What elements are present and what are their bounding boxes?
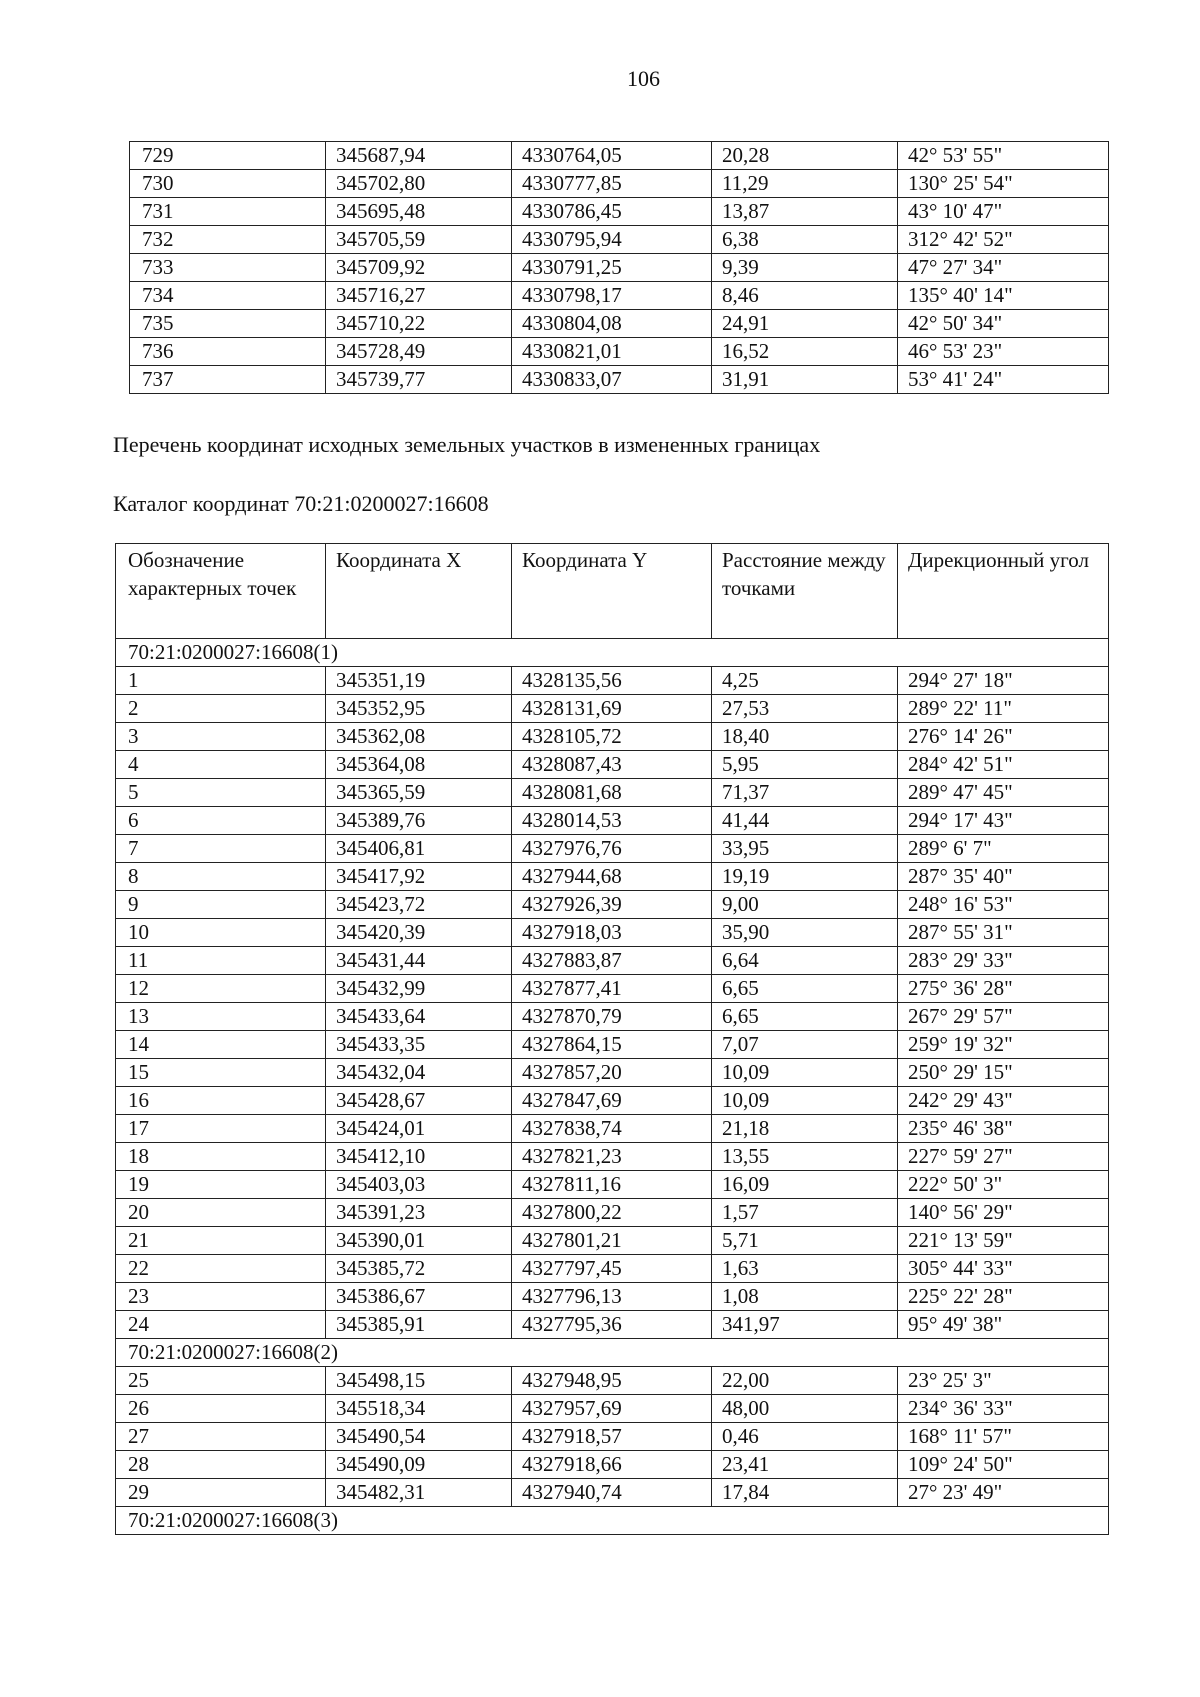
cell-directional-angle: 289° 6' 7" — [898, 835, 1109, 863]
cell-coordinate-x: 345362,08 — [326, 723, 512, 751]
cell-distance: 35,90 — [712, 919, 898, 947]
cell-coordinate-x: 345739,77 — [326, 366, 512, 394]
header-coordinate-x: Координата X — [326, 544, 512, 639]
cell-coordinate-x: 345389,76 — [326, 807, 512, 835]
cell-point-number: 9 — [116, 891, 326, 919]
cell-point-number: 731 — [130, 198, 326, 226]
cell-distance: 1,57 — [712, 1199, 898, 1227]
cell-coordinate-x: 345695,48 — [326, 198, 512, 226]
cell-point-number: 23 — [116, 1283, 326, 1311]
cell-point-number: 12 — [116, 975, 326, 1003]
cell-point-number: 735 — [130, 310, 326, 338]
table-row — [130, 254, 1109, 282]
cell-directional-angle: 53° 41' 24" — [898, 366, 1109, 394]
cell-coordinate-y: 4327976,76 — [512, 835, 712, 863]
cell-point-number: 732 — [130, 226, 326, 254]
cell-distance: 13,87 — [712, 198, 898, 226]
cell-coordinate-y: 4327847,69 — [512, 1087, 712, 1115]
cell-point-number: 15 — [116, 1059, 326, 1087]
cell-coordinate-x: 345386,67 — [326, 1283, 512, 1311]
cell-distance: 1,63 — [712, 1255, 898, 1283]
cell-distance: 6,65 — [712, 975, 898, 1003]
cell-coordinate-x: 345403,03 — [326, 1171, 512, 1199]
cell-directional-angle: 287° 35' 40" — [898, 863, 1109, 891]
cell-directional-angle: 225° 22' 28" — [898, 1283, 1109, 1311]
cell-coordinate-x: 345687,94 — [326, 142, 512, 170]
table-row — [116, 835, 1109, 863]
table-row — [130, 338, 1109, 366]
table-row — [130, 282, 1109, 310]
cell-directional-angle: 242° 29' 43" — [898, 1087, 1109, 1115]
cell-point-number: 28 — [116, 1451, 326, 1479]
table-row — [116, 919, 1109, 947]
cell-coordinate-x: 345498,15 — [326, 1367, 512, 1395]
cell-coordinate-y: 4328105,72 — [512, 723, 712, 751]
table-row — [116, 751, 1109, 779]
table-row — [130, 170, 1109, 198]
cell-coordinate-x: 345423,72 — [326, 891, 512, 919]
table-row — [116, 1255, 1109, 1283]
cell-coordinate-x: 345518,34 — [326, 1395, 512, 1423]
cell-distance: 11,29 — [712, 170, 898, 198]
cell-coordinate-x: 345365,59 — [326, 779, 512, 807]
table-row — [130, 142, 1109, 170]
table-row — [116, 1451, 1109, 1479]
cell-distance: 0,46 — [712, 1423, 898, 1451]
cell-directional-angle: 284° 42' 51" — [898, 751, 1109, 779]
cell-directional-angle: 168° 11' 57" — [898, 1423, 1109, 1451]
cell-point-number: 17 — [116, 1115, 326, 1143]
cell-directional-angle: 95° 49' 38" — [898, 1311, 1109, 1339]
table-row — [130, 226, 1109, 254]
cell-directional-angle: 312° 42' 52" — [898, 226, 1109, 254]
cell-directional-angle: 305° 44' 33" — [898, 1255, 1109, 1283]
cell-distance: 16,09 — [712, 1171, 898, 1199]
table-row — [116, 1395, 1109, 1423]
cell-directional-angle: 47° 27' 34" — [898, 254, 1109, 282]
cell-coordinate-x: 345716,27 — [326, 282, 512, 310]
cell-directional-angle: 289° 22' 11" — [898, 695, 1109, 723]
cell-directional-angle: 250° 29' 15" — [898, 1059, 1109, 1087]
cell-directional-angle: 235° 46' 38" — [898, 1115, 1109, 1143]
cell-point-number: 11 — [116, 947, 326, 975]
cell-coordinate-y: 4327796,13 — [512, 1283, 712, 1311]
table-row — [130, 366, 1109, 394]
table-row — [116, 1479, 1109, 1507]
cell-point-number: 29 — [116, 1479, 326, 1507]
header-distance: Расстояние между точками — [712, 544, 898, 639]
cell-distance: 4,25 — [712, 667, 898, 695]
cell-coordinate-x: 345482,31 — [326, 1479, 512, 1507]
cell-coordinate-x: 345406,81 — [326, 835, 512, 863]
cell-distance: 19,19 — [712, 863, 898, 891]
catalog-heading: Каталог координат 70:21:0200027:16608 — [113, 491, 489, 516]
cell-distance: 10,09 — [712, 1087, 898, 1115]
cell-coordinate-x: 345490,09 — [326, 1451, 512, 1479]
cell-directional-angle: 227° 59' 27" — [898, 1143, 1109, 1171]
cell-distance: 9,39 — [712, 254, 898, 282]
cell-coordinate-x: 345417,92 — [326, 863, 512, 891]
cell-directional-angle: 43° 10' 47" — [898, 198, 1109, 226]
cell-distance: 10,09 — [712, 1059, 898, 1087]
cell-distance: 22,00 — [712, 1367, 898, 1395]
table-row — [116, 1115, 1109, 1143]
cell-coordinate-y: 4327870,79 — [512, 1003, 712, 1031]
cell-coordinate-x: 345385,91 — [326, 1311, 512, 1339]
cell-coordinate-y: 4327883,87 — [512, 947, 712, 975]
cell-coordinate-x: 345705,59 — [326, 226, 512, 254]
cell-point-number: 729 — [130, 142, 326, 170]
cell-coordinate-x: 345432,99 — [326, 975, 512, 1003]
cell-distance: 13,55 — [712, 1143, 898, 1171]
header-directional-angle: Дирекционный угол — [898, 544, 1109, 639]
cell-point-number: 3 — [116, 723, 326, 751]
cell-coordinate-x: 345364,08 — [326, 751, 512, 779]
table-row — [116, 1003, 1109, 1031]
section-row — [116, 639, 1109, 667]
page-number: 106 — [627, 66, 660, 91]
cell-point-number: 7 — [116, 835, 326, 863]
cell-distance: 341,97 — [712, 1311, 898, 1339]
table-row — [130, 198, 1109, 226]
cell-distance: 24,91 — [712, 310, 898, 338]
cell-distance: 1,08 — [712, 1283, 898, 1311]
cell-coordinate-y: 4330786,45 — [512, 198, 712, 226]
cell-coordinate-y: 4327957,69 — [512, 1395, 712, 1423]
cell-directional-angle: 294° 27' 18" — [898, 667, 1109, 695]
cell-coordinate-y: 4327944,68 — [512, 863, 712, 891]
cell-coordinate-x: 345391,23 — [326, 1199, 512, 1227]
table-row — [116, 863, 1109, 891]
cell-distance: 31,91 — [712, 366, 898, 394]
cell-coordinate-x: 345420,39 — [326, 919, 512, 947]
cell-directional-angle: 234° 36' 33" — [898, 1395, 1109, 1423]
table-row — [116, 947, 1109, 975]
cell-coordinate-x: 345433,35 — [326, 1031, 512, 1059]
cell-coordinate-y: 4327877,41 — [512, 975, 712, 1003]
cell-point-number: 734 — [130, 282, 326, 310]
cell-distance: 71,37 — [712, 779, 898, 807]
table-row — [116, 1423, 1109, 1451]
cell-coordinate-x: 345431,44 — [326, 947, 512, 975]
cell-directional-angle: 267° 29' 57" — [898, 1003, 1109, 1031]
cell-point-number: 733 — [130, 254, 326, 282]
cell-coordinate-x: 345702,80 — [326, 170, 512, 198]
cell-point-number: 20 — [116, 1199, 326, 1227]
cell-point-number: 8 — [116, 863, 326, 891]
cell-directional-angle: 222° 50' 3" — [898, 1171, 1109, 1199]
cell-coordinate-y: 4328014,53 — [512, 807, 712, 835]
section-row — [116, 1507, 1109, 1535]
cell-directional-angle: 275° 36' 28" — [898, 975, 1109, 1003]
section-label: 70:21:0200027:16608(3) — [116, 1507, 1109, 1535]
cell-point-number: 19 — [116, 1171, 326, 1199]
cell-coordinate-y: 4327926,39 — [512, 891, 712, 919]
cell-coordinate-x: 345352,95 — [326, 695, 512, 723]
cell-point-number: 14 — [116, 1031, 326, 1059]
cell-directional-angle: 248° 16' 53" — [898, 891, 1109, 919]
cell-coordinate-y: 4330833,07 — [512, 366, 712, 394]
catalog-table — [115, 543, 1109, 1535]
cell-point-number: 737 — [130, 366, 326, 394]
table-row — [116, 1031, 1109, 1059]
cell-distance: 16,52 — [712, 338, 898, 366]
cell-directional-angle: 42° 53' 55" — [898, 142, 1109, 170]
table-row — [116, 807, 1109, 835]
cell-coordinate-y: 4330798,17 — [512, 282, 712, 310]
table-row — [116, 695, 1109, 723]
cell-distance: 6,64 — [712, 947, 898, 975]
cell-coordinate-x: 345412,10 — [326, 1143, 512, 1171]
cell-point-number: 21 — [116, 1227, 326, 1255]
cell-point-number: 6 — [116, 807, 326, 835]
cell-coordinate-y: 4330777,85 — [512, 170, 712, 198]
table-row — [116, 779, 1109, 807]
cell-coordinate-x: 345728,49 — [326, 338, 512, 366]
cell-distance: 20,28 — [712, 142, 898, 170]
table-row — [116, 1059, 1109, 1087]
cell-coordinate-y: 4330764,05 — [512, 142, 712, 170]
cell-directional-angle: 283° 29' 33" — [898, 947, 1109, 975]
cell-point-number: 13 — [116, 1003, 326, 1031]
cell-coordinate-y: 4330791,25 — [512, 254, 712, 282]
table-row — [116, 1311, 1109, 1339]
section-label: 70:21:0200027:16608(1) — [116, 639, 1109, 667]
cell-distance: 6,38 — [712, 226, 898, 254]
table-row — [116, 1087, 1109, 1115]
table-row — [116, 667, 1109, 695]
cell-point-number: 2 — [116, 695, 326, 723]
cell-point-number: 736 — [130, 338, 326, 366]
cell-coordinate-y: 4328135,56 — [512, 667, 712, 695]
cell-coordinate-y: 4327797,45 — [512, 1255, 712, 1283]
cell-coordinate-y: 4327838,74 — [512, 1115, 712, 1143]
cell-directional-angle: 294° 17' 43" — [898, 807, 1109, 835]
cell-coordinate-y: 4330821,01 — [512, 338, 712, 366]
cell-distance: 9,00 — [712, 891, 898, 919]
cell-coordinate-x: 345351,19 — [326, 667, 512, 695]
cell-distance: 33,95 — [712, 835, 898, 863]
list-heading: Перечень координат исходных земельных участков в измененных границах — [113, 432, 821, 457]
cell-coordinate-y: 4328087,43 — [512, 751, 712, 779]
cell-coordinate-y: 4330795,94 — [512, 226, 712, 254]
cell-directional-angle: 289° 47' 45" — [898, 779, 1109, 807]
cell-distance: 8,46 — [712, 282, 898, 310]
cell-distance: 7,07 — [712, 1031, 898, 1059]
table-row — [116, 1367, 1109, 1395]
cell-point-number: 25 — [116, 1367, 326, 1395]
cell-point-number: 10 — [116, 919, 326, 947]
cell-coordinate-y: 4327795,36 — [512, 1311, 712, 1339]
cell-coordinate-x: 345490,54 — [326, 1423, 512, 1451]
cell-distance: 23,41 — [712, 1451, 898, 1479]
cell-distance: 17,84 — [712, 1479, 898, 1507]
cell-directional-angle: 42° 50' 34" — [898, 310, 1109, 338]
cell-coordinate-y: 4327940,74 — [512, 1479, 712, 1507]
cell-directional-angle: 130° 25' 54" — [898, 170, 1109, 198]
cell-coordinate-x: 345432,04 — [326, 1059, 512, 1087]
table-row — [116, 723, 1109, 751]
cell-coordinate-x: 345428,67 — [326, 1087, 512, 1115]
cell-distance: 21,18 — [712, 1115, 898, 1143]
cell-directional-angle: 135° 40' 14" — [898, 282, 1109, 310]
cell-point-number: 1 — [116, 667, 326, 695]
table-row — [116, 1171, 1109, 1199]
cell-point-number: 27 — [116, 1423, 326, 1451]
cell-distance: 6,65 — [712, 1003, 898, 1031]
table-row — [116, 975, 1109, 1003]
cell-point-number: 24 — [116, 1311, 326, 1339]
cell-point-number: 18 — [116, 1143, 326, 1171]
cell-coordinate-y: 4327864,15 — [512, 1031, 712, 1059]
table-row — [116, 1227, 1109, 1255]
header-point-designation: Обозначение характерных точек — [116, 544, 326, 639]
cell-coordinate-y: 4327811,16 — [512, 1171, 712, 1199]
cell-coordinate-x: 345709,92 — [326, 254, 512, 282]
cell-point-number: 4 — [116, 751, 326, 779]
cell-point-number: 22 — [116, 1255, 326, 1283]
cell-coordinate-y: 4327801,21 — [512, 1227, 712, 1255]
cell-coordinate-x: 345433,64 — [326, 1003, 512, 1031]
table-row — [116, 1143, 1109, 1171]
cell-coordinate-x: 345424,01 — [326, 1115, 512, 1143]
cell-directional-angle: 221° 13' 59" — [898, 1227, 1109, 1255]
section-label: 70:21:0200027:16608(2) — [116, 1339, 1109, 1367]
cell-coordinate-y: 4330804,08 — [512, 310, 712, 338]
cell-coordinate-y: 4327918,03 — [512, 919, 712, 947]
cell-directional-angle: 27° 23' 49" — [898, 1479, 1109, 1507]
cell-directional-angle: 287° 55' 31" — [898, 919, 1109, 947]
continuation-table — [129, 141, 1109, 394]
cell-coordinate-y: 4327948,95 — [512, 1367, 712, 1395]
table-row — [116, 891, 1109, 919]
cell-point-number: 26 — [116, 1395, 326, 1423]
cell-distance: 5,71 — [712, 1227, 898, 1255]
cell-coordinate-y: 4328131,69 — [512, 695, 712, 723]
cell-distance: 18,40 — [712, 723, 898, 751]
cell-directional-angle: 276° 14' 26" — [898, 723, 1109, 751]
cell-point-number: 5 — [116, 779, 326, 807]
cell-coordinate-x: 345710,22 — [326, 310, 512, 338]
cell-distance: 41,44 — [712, 807, 898, 835]
section-row — [116, 1339, 1109, 1367]
cell-coordinate-x: 345385,72 — [326, 1255, 512, 1283]
cell-point-number: 730 — [130, 170, 326, 198]
header-coordinate-y: Координата Y — [512, 544, 712, 639]
table-row — [130, 310, 1109, 338]
cell-coordinate-y: 4327857,20 — [512, 1059, 712, 1087]
cell-coordinate-x: 345390,01 — [326, 1227, 512, 1255]
cell-directional-angle: 23° 25' 3" — [898, 1367, 1109, 1395]
cell-directional-angle: 109° 24' 50" — [898, 1451, 1109, 1479]
table-header-row — [116, 544, 1109, 639]
cell-coordinate-y: 4328081,68 — [512, 779, 712, 807]
cell-directional-angle: 46° 53' 23" — [898, 338, 1109, 366]
cell-directional-angle: 140° 56' 29" — [898, 1199, 1109, 1227]
cell-distance: 48,00 — [712, 1395, 898, 1423]
cell-coordinate-y: 4327918,66 — [512, 1451, 712, 1479]
cell-coordinate-y: 4327800,22 — [512, 1199, 712, 1227]
table-row — [116, 1199, 1109, 1227]
cell-distance: 5,95 — [712, 751, 898, 779]
table-row — [116, 1283, 1109, 1311]
cell-directional-angle: 259° 19' 32" — [898, 1031, 1109, 1059]
cell-coordinate-y: 4327918,57 — [512, 1423, 712, 1451]
cell-coordinate-y: 4327821,23 — [512, 1143, 712, 1171]
cell-distance: 27,53 — [712, 695, 898, 723]
cell-point-number: 16 — [116, 1087, 326, 1115]
